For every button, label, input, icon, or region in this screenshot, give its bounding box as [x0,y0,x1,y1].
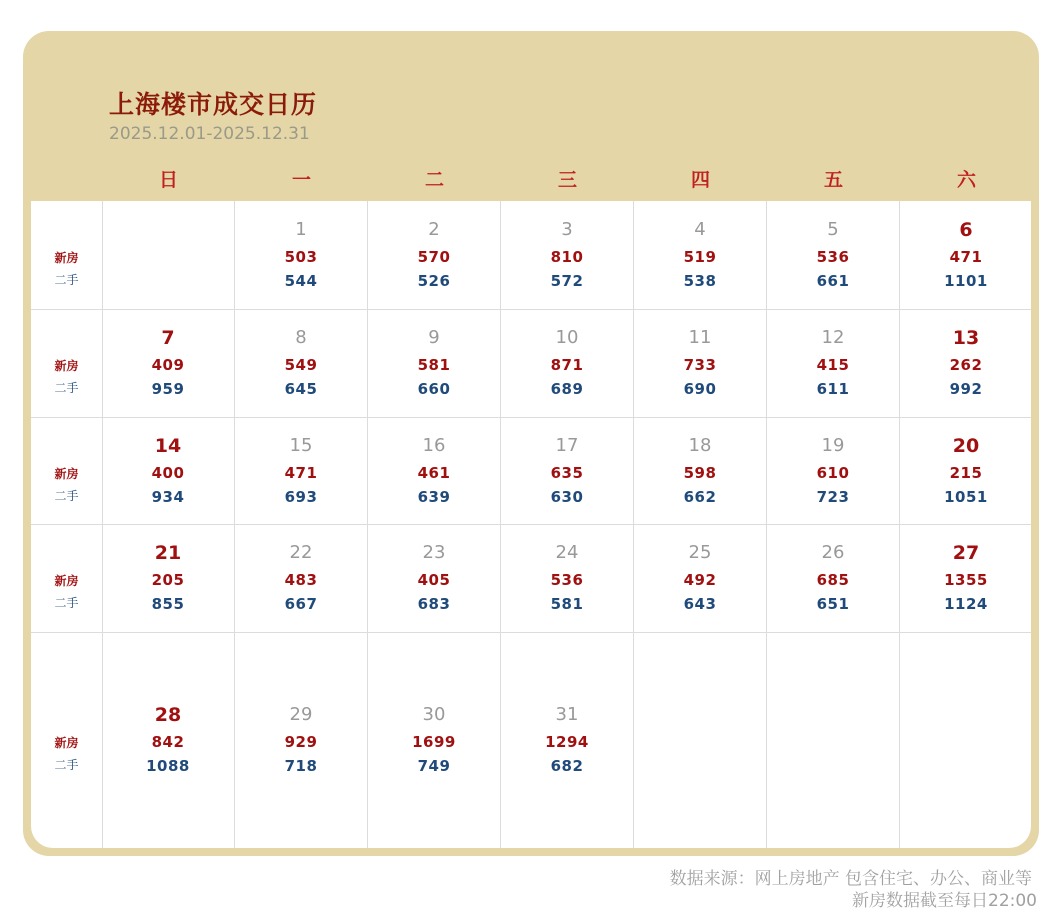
row-label-column [31,309,103,417]
day-cell[interactable] [235,632,368,848]
day-cell[interactable] [501,201,634,309]
day-number: 27 [952,542,980,564]
day-number: 9 [428,327,440,348]
day-cell[interactable] [368,632,501,848]
day-number: 14 [154,435,182,457]
new-home-count: 570 [417,248,451,266]
second-hand-label: 二手 [54,273,79,287]
day-number: 16 [422,435,446,456]
weekday-mon: 一 [291,169,311,191]
day-cell[interactable] [900,201,1031,309]
new-home-count: 262 [949,356,983,374]
new-home-count: 215 [949,464,983,482]
new-home-count: 610 [816,464,850,482]
new-home-count: 519 [683,248,717,266]
new-home-count: 685 [816,571,850,589]
row-label-column [31,632,103,848]
second-hand-count: 572 [550,272,584,290]
second-hand-count: 959 [151,380,185,398]
day-cell [634,632,767,848]
weekday-tue: 二 [424,169,444,191]
new-home-count: 733 [683,356,717,374]
day-cell [102,201,235,309]
day-number: 30 [422,704,446,725]
second-hand-count: 660 [417,380,451,398]
row-label-column [31,201,103,309]
second-hand-count: 581 [550,595,584,613]
day-cell [767,632,900,848]
calendar-title: 上海楼市成交日历 [109,90,318,119]
day-number: 17 [555,435,579,456]
new-home-count: 471 [284,464,318,482]
week-row [31,632,1031,848]
day-cell[interactable] [368,417,501,524]
day-number: 8 [295,327,307,348]
day-cell[interactable] [368,524,501,632]
weekday-sat: 六 [956,169,976,191]
weekday-thu: 四 [690,169,710,191]
second-hand-count: 651 [816,595,850,613]
day-cell[interactable] [900,309,1031,417]
second-hand-count: 723 [816,488,850,506]
day-number: 1 [295,219,307,240]
calendar-card [23,31,1039,856]
second-hand-count: 1088 [146,757,190,775]
week-row [31,309,1031,418]
day-cell[interactable] [767,524,900,632]
day-cell[interactable] [102,632,235,848]
day-number: 6 [959,219,973,241]
new-home-count: 1699 [412,733,456,751]
day-number: 26 [821,542,845,563]
weekday-wed: 三 [557,169,577,191]
second-hand-count: 689 [550,380,584,398]
week-row [31,524,1031,633]
day-cell[interactable] [900,524,1031,632]
day-number: 22 [289,542,313,563]
week-row [31,417,1031,525]
second-hand-count: 683 [417,595,451,613]
day-number: 5 [827,219,839,240]
new-home-count: 405 [417,571,451,589]
day-cell[interactable] [634,417,767,524]
day-cell[interactable] [102,309,235,417]
day-cell [900,632,1031,848]
day-cell[interactable] [501,417,634,524]
new-home-count: 483 [284,571,318,589]
day-number: 19 [821,435,845,456]
second-hand-count: 643 [683,595,717,613]
second-hand-count: 544 [284,272,318,290]
day-number: 25 [688,542,712,563]
new-home-count: 635 [550,464,584,482]
second-hand-count: 662 [683,488,717,506]
second-hand-count: 645 [284,380,318,398]
data-source-note: 数据来源：网上房地产 包含住宅、办公、商业等 [669,869,1032,889]
day-cell[interactable] [501,632,634,848]
day-cell[interactable] [235,417,368,524]
second-hand-count: 992 [949,380,983,398]
second-hand-count: 693 [284,488,318,506]
new-home-count: 581 [417,356,451,374]
new-home-count: 503 [284,248,318,266]
second-hand-count: 1051 [944,488,988,506]
day-cell[interactable] [634,309,767,417]
second-hand-count: 1101 [944,272,988,290]
day-number: 10 [555,327,579,348]
new-home-count: 409 [151,356,185,374]
new-home-count: 598 [683,464,717,482]
day-cell[interactable] [501,309,634,417]
day-cell[interactable] [368,201,501,309]
new-home-count: 471 [949,248,983,266]
second-hand-count: 1124 [944,595,988,613]
day-number: 4 [694,219,706,240]
calendar-body [31,56,1031,848]
day-cell[interactable] [102,524,235,632]
weekday-fri: 五 [823,169,843,191]
week-row [31,201,1031,310]
new-home-count: 536 [550,571,584,589]
second-hand-count: 526 [417,272,451,290]
second-hand-count: 661 [816,272,850,290]
second-hand-count: 718 [284,757,318,775]
day-number: 2 [428,219,440,240]
cutoff-note: 新房数据截至每日22:00 [852,891,1037,911]
day-number: 24 [555,542,579,563]
day-number: 13 [952,327,980,349]
new-home-count: 1294 [545,733,589,751]
new-home-count: 205 [151,571,185,589]
second-hand-label: 二手 [54,596,79,610]
new-home-count: 871 [550,356,584,374]
day-cell[interactable] [235,201,368,309]
row-label-column [31,417,103,524]
day-number: 21 [154,542,182,564]
day-number: 11 [688,327,712,348]
day-number: 3 [561,219,573,240]
second-hand-count: 538 [683,272,717,290]
day-number: 12 [821,327,845,348]
day-number: 28 [154,704,182,726]
new-home-label: 新房 [54,574,79,588]
new-home-count: 461 [417,464,451,482]
new-home-label: 新房 [54,736,79,750]
new-home-label: 新房 [54,467,79,481]
weekday-header-row [31,159,1031,201]
second-hand-count: 667 [284,595,318,613]
second-hand-label: 二手 [54,758,79,772]
new-home-count: 842 [151,733,185,751]
new-home-count: 810 [550,248,584,266]
second-hand-count: 630 [550,488,584,506]
new-home-count: 549 [284,356,318,374]
new-home-count: 1355 [944,571,988,589]
second-hand-count: 855 [151,595,185,613]
second-hand-count: 639 [417,488,451,506]
new-home-count: 400 [151,464,185,482]
day-number: 15 [289,435,313,456]
second-hand-count: 749 [417,757,451,775]
second-hand-count: 611 [816,380,850,398]
day-cell[interactable] [235,524,368,632]
second-hand-label: 二手 [54,489,79,503]
day-cell[interactable] [102,417,235,524]
day-number: 7 [161,327,175,349]
day-number: 18 [688,435,712,456]
new-home-count: 536 [816,248,850,266]
day-cell[interactable] [368,309,501,417]
new-home-label: 新房 [54,251,79,265]
day-number: 20 [952,435,980,457]
new-home-count: 415 [816,356,850,374]
new-home-count: 929 [284,733,318,751]
day-cell[interactable] [235,309,368,417]
day-cell[interactable] [767,309,900,417]
new-home-label: 新房 [54,359,79,373]
date-range: 2025.12.01-2025.12.31 [109,124,310,144]
day-cell[interactable] [767,201,900,309]
second-hand-count: 934 [151,488,185,506]
day-cell[interactable] [634,201,767,309]
second-hand-count: 690 [683,380,717,398]
day-cell[interactable] [767,417,900,524]
second-hand-label: 二手 [54,381,79,395]
row-label-column [31,524,103,632]
second-hand-count: 682 [550,757,584,775]
day-number: 29 [289,704,313,725]
day-cell[interactable] [634,524,767,632]
weekday-sun: 日 [158,169,178,191]
new-home-count: 492 [683,571,717,589]
calendar-header [31,56,1031,201]
day-cell[interactable] [900,417,1031,524]
day-number: 31 [555,704,579,725]
day-cell[interactable] [501,524,634,632]
day-number: 23 [422,542,446,563]
